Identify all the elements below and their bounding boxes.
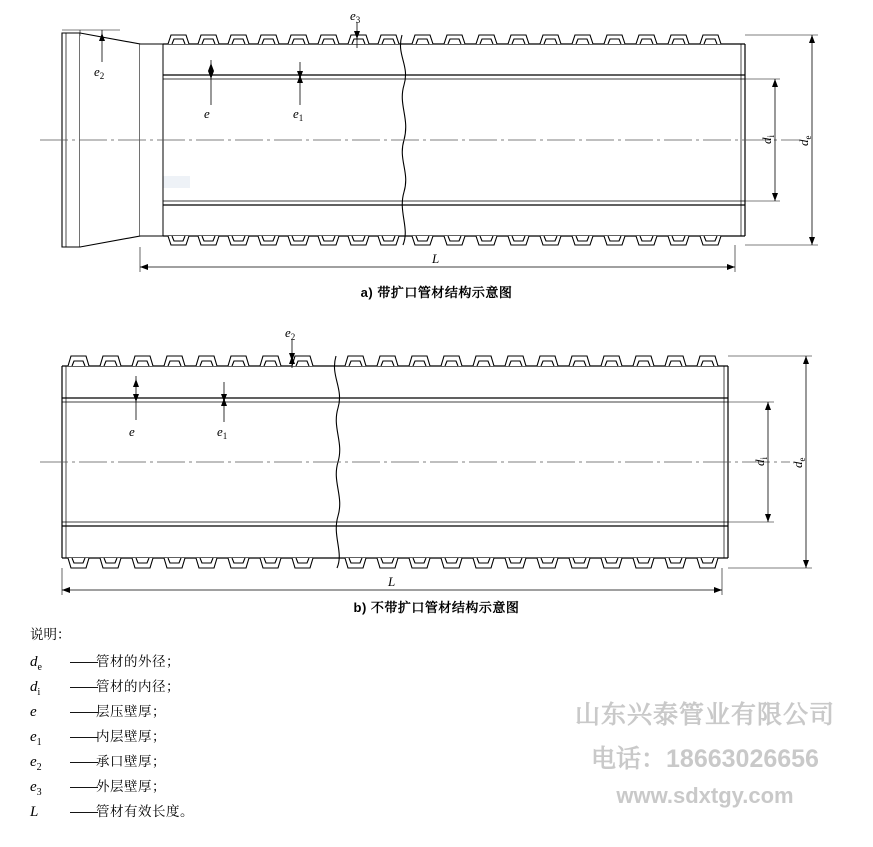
watermark — [540, 695, 870, 809]
legend-item — [30, 774, 194, 799]
label-de-b: $d_e$ — [790, 457, 807, 468]
legend-item — [30, 724, 194, 749]
watermark-company: 山东兴泰管业有限公司 — [574, 701, 835, 729]
watermark-website: www.sdxtgy.com — [616, 783, 794, 808]
legend-dash: —— — [70, 728, 98, 744]
label-e1-a: $e_1$ — [293, 106, 304, 123]
legend-text: 内层壁厚； — [96, 729, 166, 744]
legend-dash: —— — [70, 753, 98, 769]
label-e3-a: $e_3$ — [350, 8, 361, 25]
legend-dash: —— — [70, 653, 98, 669]
caption-figure-b: b) 不带扩口管材结构示意图 — [353, 600, 520, 615]
legend-item — [30, 799, 194, 824]
legend-text: 承口壁厚； — [96, 754, 166, 769]
legend-dash: —— — [70, 803, 98, 819]
legend-symbol: $d_i$ — [30, 679, 41, 698]
label-di-b: $d_i$ — [752, 456, 769, 466]
legend-item — [30, 749, 194, 774]
label-e1-b: $e_1$ — [217, 424, 228, 441]
legend-item — [30, 699, 194, 724]
label-L-a: L — [432, 251, 440, 266]
watermark-phone: 电话：18663026656 — [591, 745, 819, 773]
label-e2-b: $e_2$ — [285, 325, 296, 342]
legend-text: 层压壁厚； — [96, 704, 166, 719]
legend-symbol: e — [30, 704, 37, 720]
legend-text: 管材的外径； — [96, 654, 180, 669]
legend-item — [30, 649, 194, 674]
label-e-a: e — [204, 106, 210, 121]
figure-a-flared-pipe — [0, 0, 873, 290]
legend-dash: —— — [70, 703, 98, 719]
legend-item — [30, 674, 194, 699]
legend-symbol: L — [30, 804, 39, 820]
legend-text: 管材有效长度。 — [96, 804, 194, 819]
legend-text: 管材的内径； — [96, 679, 180, 694]
legend-symbol: $d_e$ — [30, 654, 42, 673]
caption-figure-a: a) 带扩口管材结构示意图 — [360, 285, 513, 300]
legend-symbol: $e_3$ — [30, 779, 42, 798]
label-L-b: L — [388, 574, 396, 589]
label-e-b: e — [129, 424, 135, 439]
figure-b-plain-pipe — [0, 310, 873, 600]
legend-dash: —— — [70, 678, 98, 694]
legend-symbol: $e_2$ — [30, 754, 42, 773]
label-de-a: $d_e$ — [796, 135, 813, 146]
legend-title: 说明： — [30, 627, 71, 642]
legend-block — [30, 622, 194, 824]
label-di-a: $d_i$ — [759, 134, 776, 144]
legend-symbol: $e_1$ — [30, 729, 42, 748]
legend-text: 外层壁厚； — [96, 779, 166, 794]
legend-dash: —— — [70, 778, 98, 794]
label-e2-a: $e_2$ — [94, 64, 105, 81]
